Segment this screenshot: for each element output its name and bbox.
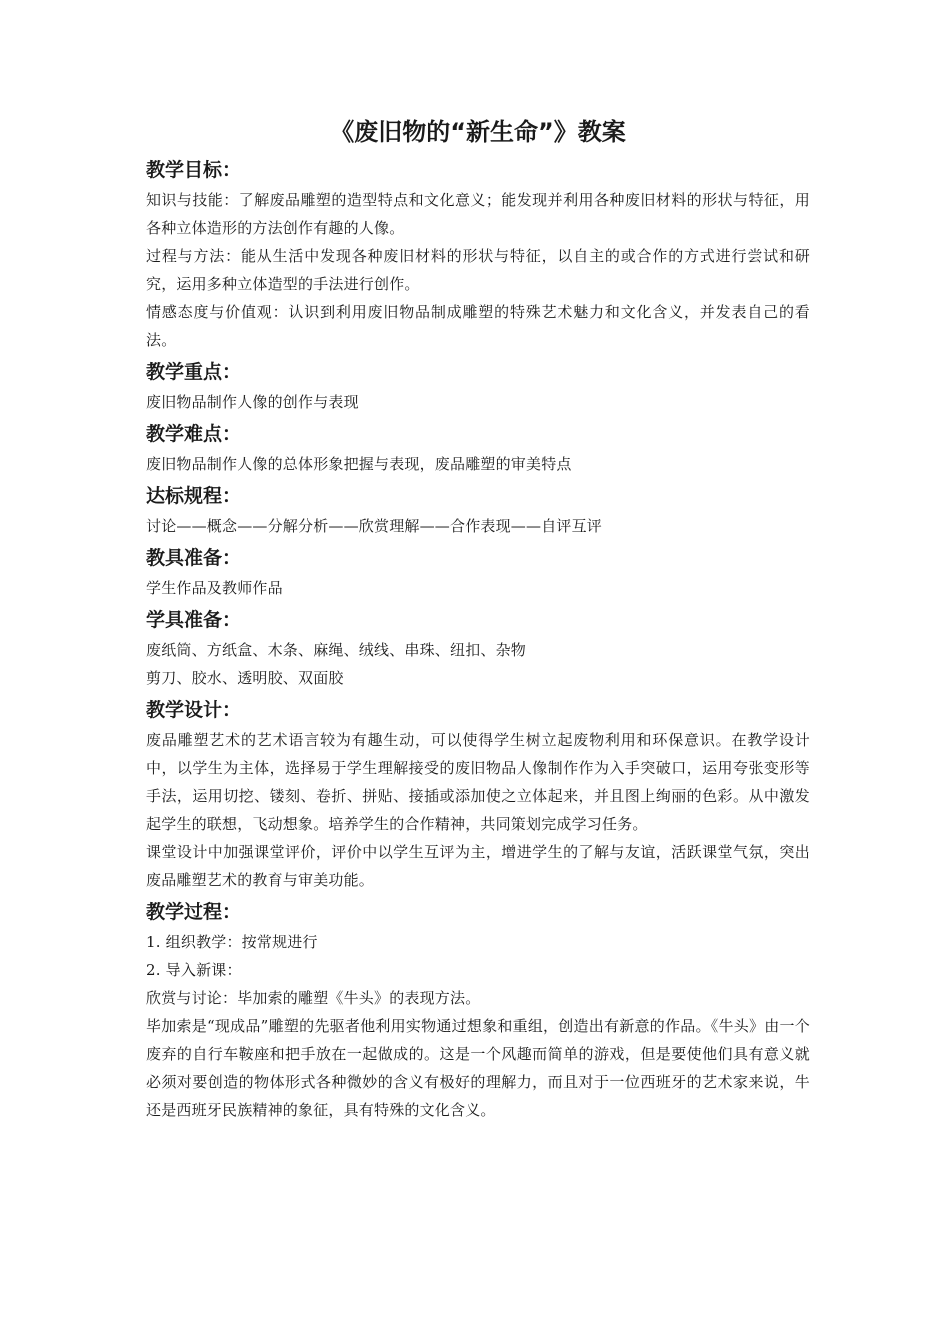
section-heading: 教学设计： <box>146 699 242 721</box>
paragraph: 废品雕塑艺术的艺术语言较为有趣生动，可以使得学生树立起废物利用和环保意识。在教学设计中，以学生为主体，选择易于学生理解接受的废旧物品人像制作作为入手突破口，运用夸张变形等手法，运用切挖、镂刻、卷折、拼贴、接插或添加使之立体起来，并且图上绚丽的色彩。从中激发起学生的联想，飞动想象。培养学生的合作精神，共同策划完成学习任务。 <box>146 731 810 833</box>
paragraph: 知识与技能：了解废品雕塑的造型特点和文化意义；能发现并利用各种废旧材料的形状与特征，用各种立体造形的方法创作有趣的人像。 <box>146 191 810 237</box>
document-body <box>146 112 810 1124</box>
paragraph: 情感态度与价值观：认识到利用废旧物品制成雕塑的特殊艺术魅力和文化含义，并发表自己的看法。 <box>146 303 810 349</box>
paragraph: 课堂设计中加强课堂评价，评价中以学生互评为主，增进学生的了解与友谊，活跃课堂气氛，突出废品雕塑艺术的教育与审美功能。 <box>146 843 810 889</box>
paragraph: 学生作品及教师作品 <box>146 579 283 597</box>
list-item: 1. 组织教学：按常规进行 <box>146 933 318 951</box>
paragraph: 废旧物品制作人像的创作与表现 <box>146 393 359 411</box>
section-heading: 教学难点： <box>146 423 242 445</box>
section-heading: 学具准备： <box>146 609 242 631</box>
paragraph: 废纸筒、方纸盒、木条、麻绳、绒线、串珠、纽扣、杂物 <box>146 641 527 659</box>
paragraph: 废旧物品制作人像的总体形象把握与表现，废品雕塑的审美特点 <box>146 455 572 473</box>
section-key-points <box>146 358 810 416</box>
section-teaching-aids <box>146 544 810 602</box>
section-heading: 教学目标： <box>146 159 242 181</box>
section-teaching-goals <box>146 156 810 354</box>
paragraph: 欣赏与讨论：毕加索的雕塑《牛头》的表现方法。 <box>146 989 481 1007</box>
section-heading: 达标规程： <box>146 485 242 507</box>
paragraph: 讨论——概念——分解分析——欣赏理解——合作表现——自评互评 <box>146 517 603 535</box>
section-difficulties <box>146 420 810 478</box>
section-heading: 教具准备： <box>146 547 242 569</box>
section-heading: 教学过程： <box>146 901 242 923</box>
section-student-materials <box>146 606 810 692</box>
section-teaching-process <box>146 898 810 1124</box>
section-heading: 教学重点： <box>146 361 242 383</box>
paragraph: 毕加索是“现成品”雕塑的先驱者他利用实物通过想象和重组，创造出有新意的作品。《牛头》由一个废弃的自行车鞍座和把手放在一起做成的。这是一个风趣而简单的游戏，但是要使他们具有意义就必须对要创造的物体形式各种微妙的含义有极好的理解力，而且对于一位西班牙的艺术家来说，牛还是西班牙民族精神的象征，具有特殊的文化含义。 <box>146 1017 810 1119</box>
list-item: 2. 导入新课： <box>146 961 242 979</box>
paragraph: 过程与方法：能从生活中发现各种废旧材料的形状与特征，以自主的或合作的方式进行尝试和研究，运用多种立体造型的手法进行创作。 <box>146 247 810 293</box>
document-title: 《废旧物的“新生命”》教案 <box>330 118 626 146</box>
paragraph: 剪刀、胶水、透明胶、双面胶 <box>146 669 344 687</box>
section-procedure <box>146 482 810 540</box>
section-teaching-design <box>146 696 810 894</box>
